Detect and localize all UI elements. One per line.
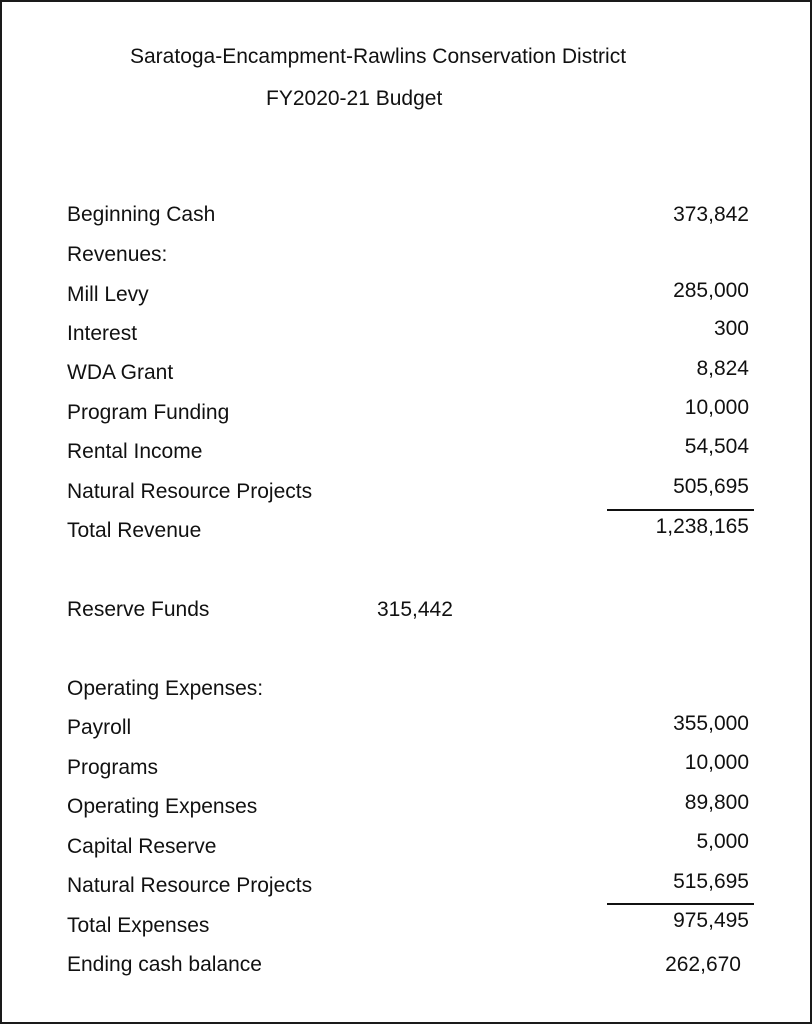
reserve-funds-amount: 315,442	[377, 598, 453, 621]
revenue-label: Rental Income	[67, 440, 203, 463]
beginning-cash-amount: 373,842	[673, 203, 749, 226]
expense-amount: 5,000	[696, 830, 749, 853]
expense-label: Programs	[67, 756, 159, 779]
revenue-amount: 10,000	[684, 396, 749, 419]
expense-label: Operating Expenses	[67, 795, 258, 818]
reserve-funds-label: Reserve Funds	[67, 598, 210, 621]
revenue-label: Natural Resource Projects	[67, 480, 313, 503]
total-revenue-label: Total Revenue	[67, 519, 202, 542]
total-revenue-amount: 1,238,165	[655, 515, 749, 538]
expense-label: Capital Reserve	[67, 835, 217, 858]
expense-amount: 515,695	[673, 870, 749, 893]
total-expenses-amount: 975,495	[673, 909, 749, 932]
ending-cash-amount: 262,670	[665, 953, 741, 976]
document-subtitle: FY2020-21 Budget	[266, 87, 443, 110]
revenue-label: Mill Levy	[67, 283, 149, 306]
document-title: Saratoga-Encampment-Rawlins Conservation District	[130, 45, 627, 68]
revenue-label: Program Funding	[67, 401, 230, 424]
revenue-amount: 300	[713, 317, 749, 340]
revenue-label: Interest	[67, 322, 138, 345]
expense-total-rule	[607, 903, 754, 905]
expense-label: Natural Resource Projects	[67, 874, 313, 897]
beginning-cash-label: Beginning Cash	[67, 203, 216, 226]
revenue-total-rule	[607, 509, 754, 511]
revenue-amount: 8,824	[696, 357, 749, 380]
revenues-heading: Revenues:	[67, 243, 168, 266]
expense-amount: 89,800	[684, 791, 749, 814]
expenses-heading: Operating Expenses:	[67, 677, 264, 700]
revenue-label: WDA Grant	[67, 361, 174, 384]
total-expenses-label: Total Expenses	[67, 914, 210, 937]
expense-amount: 10,000	[684, 751, 749, 774]
ending-cash-label: Ending cash balance	[67, 953, 262, 976]
revenue-amount: 54,504	[684, 435, 749, 458]
revenue-amount: 285,000	[673, 279, 749, 302]
expense-label: Payroll	[67, 716, 132, 739]
expense-amount: 355,000	[673, 712, 749, 735]
revenue-amount: 505,695	[673, 475, 749, 498]
